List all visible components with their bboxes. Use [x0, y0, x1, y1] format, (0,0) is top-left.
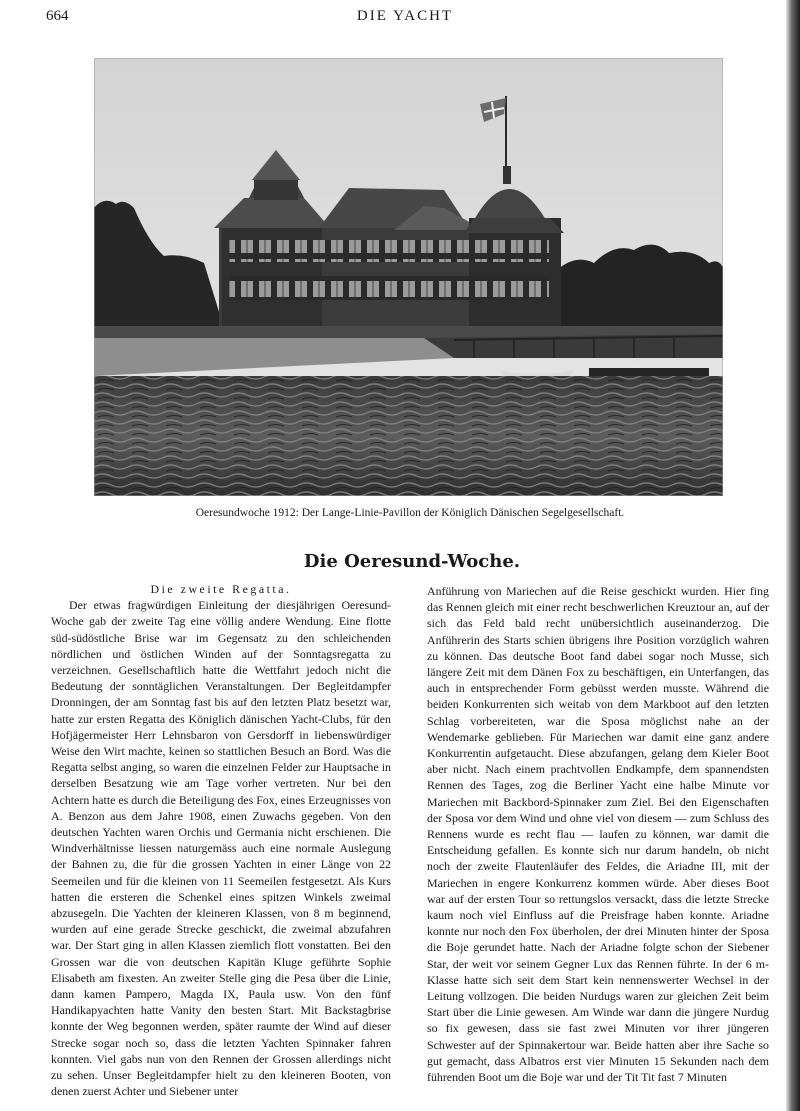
- article-title: Die Oeresund-Woche.: [303, 551, 521, 572]
- body-text-right: Anführung von Mariechen auf die Reise geschickt wurden. Hier fing das Rennen gleich mit einer recht beschwerlichen Kreuztour an, auf der sich das Feld bald recht unübersichtlich auseinanderzog. Die Anführerin des Starts schien übrigens ihre Position vorzüglich wahren zu können. Das deutsche Boot fand dabei sogar noch Musse, sich längere Zeit mit dem Dänen Fox zu beschäftigen, ein Unterfangen, das auch in entsprechender Form gebüsst werden musste. Während die beiden Konkurrenten sich weitab von dem Markboot auf den letzten Schlag vorbereiteten, war die Sposa möglichst nahe an der Wendemarke geblieben. Für Mariechen war damit eine ganz andere Konkurrentin aufgetaucht. Diese abzufangen, gelang dem Kieler Boot aber nicht. Nach einem prachtvollen Endkampfe, dem spannendsten Rennen des Tages, zog die Berliner Yacht eine halbe Minute vor Mariechen mit Backbord-Spinnaker zum Ziel. Bei den Eigenschaften der Sposa vor dem Wind und ohne viel von diesem — zum Schluss des Rennens wurde es recht flau — laufen zu können, war damit die Entscheidung gefallen. Es konnte sich nur darum handeln, ob nicht noch der zweite Flautenläufer des Feldes, die Ariadne III, mit der Mariechen in engere Konkurrenz kommen würde. Aber dieses Boot war auf der ersten Tour so rettungslos versackt, dass die letzte Strecke kaum noch viel Einfluss auf die Preisfrage haben konnte. Ariadne konnte nur noch den Fox überholen, der drei Minuten hinter der Sposa die Boje gerundet hatte. Nach der Ariadne folgte schon der Siebener Star, der weit vor seinem Gegner Lux das Rennen führte. In der 6 m-Klasse hatte sich seit dem Start kein nennenswerter Wechsel in der Leitung vollzogen. Die beiden Nurdugs waren zur gleichen Zeit beim Start über die Linie gewesen. Am Winde war dann die jüngere Nurdug so fix gewesen, dass sie fast zwei Minuten vor ihrer jüngeren Schwester auf der Spinnakertour war. Beide hatten aber ihre Sache so gut gemacht, dass Albatros erst vier Minuten 15 Sekunden nach dem führenden Boot um die Boje war und der Tit Tit fast 7 Minuten: [427, 584, 769, 1085]
- page-number: 664: [46, 8, 69, 24]
- figure-caption: Oeresundwoche 1912: Der Lange-Linie-Pavillon der Königlich Dänischen Segelgesellschaft.: [195, 507, 625, 519]
- pavilion-photograph: [94, 58, 723, 496]
- running-head: DIE YACHT: [356, 8, 454, 24]
- article-column-right: [427, 583, 769, 1085]
- section-subheading: Die zweite Regatta.: [150, 582, 292, 596]
- article-column-left: [51, 581, 391, 1100]
- body-text-left: Der etwas fragwürdigen Einleitung der diesjährigen Oeresund-Woche gab der zweite Tag eine völlig andere Wendung. Eine flotte süd-südöstliche Brise war im Gegensatz zu den schleichenden nördlichen und östlichen Winden auf der Sonntagsregatta zu verzeichnen. Gesellschaftlich hatte die Wettfahrt jedoch nicht die Bedeutung der sonntäglichen Veranstaltungen. Der Begleitdampfer Dronningen, der am Sonntag fast bis auf den letzten Platz besetzt war, hatte zur ersten Regatta des Königlich dänischen Yacht-Clubs, für den Hofjägermeister Herr Lehnsbaron von Gersdorff in liebenswürdiger Weise den Wirt machte, keinen so stattlichen Besuch an Bord. Was die Regatta selbst anging, so waren die einzelnen Felder zur Hauptsache in derselben Besatzung wie am Tage vorher vertreten. Nur bei den Achtern hatte es durch die Beteiligung des Fox, eines Erzeugnisses von A. Benzon aus dem Jahre 1908, einen Zuwachs gegeben. Von den deutschen Yachten waren Orchis und Germania nicht erschienen. Die Windverhältnisse liessen naturgemäss auch eine normale Auslegung der Bahnen zu, die für die grossen Yachten in einer Länge von 22 Seemeilen und für die kleinen von 11 Seemeilen festgesetzt. Als Kurs hatten die ersteren die Schenkel eines spitzen Winkels zweimal abzusegeln. Die Yachten der kleineren Klassen, von 8 m beginnend, wurden auf eine gerade Strecke geschickt, die zweimal abzufahren war. Der Start ging in allen Klassen ziemlich flott vonstatten. Bei den Grossen war die von deutschen Kapitän Kluge geführte Sophie Elisabeth am fixesten. An zweiter Stelle ging die Pesa über die Linie, dann kamen Pampero, Magda IX, Paula usw. Von den fünf Handikapyachten hatte Vanity den besten Start. Mit Backstagbrise konnte der Weg begonnen werden, später raumte der Wind auf dieser Strecke sogar noch so, dass die letzten Yachten Spinnaker fahren konnten. Viel gabs nun von den Rennen der Grossen allerdings nicht zu sehen. Unser Begleitdampfer hielt zu den kleineren Booten, von denen zuerst Achter und Siebener unter: [51, 598, 391, 1099]
